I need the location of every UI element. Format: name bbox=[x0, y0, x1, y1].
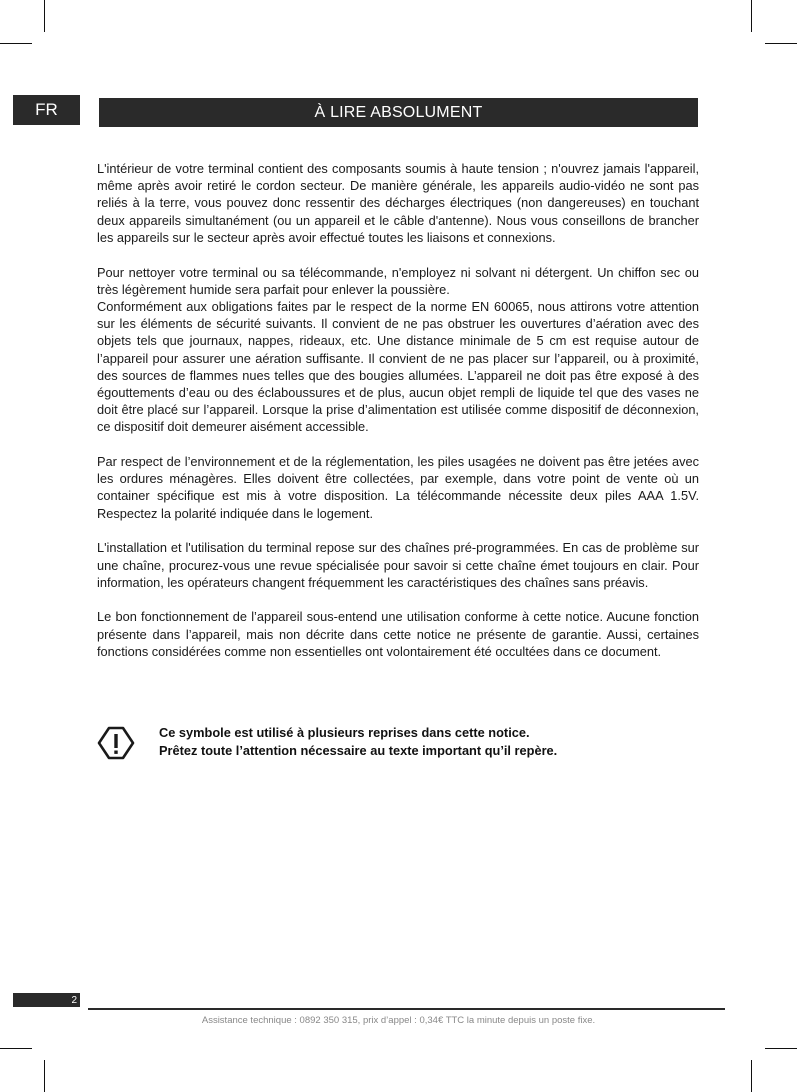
body-text bbox=[97, 160, 699, 678]
footer-assistance: Assistance technique : 0892 350 315, prix d’appel : 0,34€ TTC la minute depuis un poste fixe. bbox=[201, 1015, 596, 1026]
paragraph-batteries: Par respect de l’environnement et de la réglementation, les piles usagées ne doivent pas être jetées avec les ordures ménagères. Elles doivent être collectées, par exemple, dans votre point de vente où un container spécifique est mis à votre disposition. La télécommande nécessite deux piles AAA 1.5V. Respectez la polarité indiquée dans le logement. bbox=[97, 454, 699, 521]
page-number: 2 bbox=[13, 993, 80, 1007]
paragraph-en60065: Conformément aux obligations faites par le respect de la norme EN 60065, nous attirons votre attention sur les éléments de sécurité suivants. Il convient de ne pas obstruer les ouvertures d’aération avec des objets tels que journaux, nappes, rideaux, etc. Une distance minimale de 5 cm est requise autour de l’appareil pour assurer une aération suffisante. Il convient de ne pas placer sur l’appareil, ou à proximité, des sources de flammes nues telles que des bougies allumées. L’appareil ne doit pas être exposé à des égouttements d’eau ou des éclaboussures et de plus, aucun objet rempli de liquide tel que des vases ne doit être placé sur l’appareil. Lorsque la prise d’alimentation est utilisée comme dispositif de déconnexion, ce dispositif doit demeurer aisément accessible. bbox=[97, 298, 699, 435]
crop-mark bbox=[765, 43, 797, 44]
paragraph-cleaning: Pour nettoyer votre terminal ou sa télécommande, n'employez ni solvant ni détergent. Un chiffon sec ou très légèrement humide sera parfait pour enlever la poussière. bbox=[97, 264, 699, 297]
warning-notice-text bbox=[159, 724, 557, 759]
footer-divider bbox=[88, 1008, 725, 1010]
paragraph-warranty: Le bon fonctionnement de l’appareil sous-entend une utilisation conforme à cette notice. Aucune fonction présente dans l’appareil, mais non décrite dans cette notice ne présente de garantie. Aussi, certaines fonctions considérées comme non essentielles ont volontairement été occultées dans ce document. bbox=[97, 609, 699, 659]
crop-mark bbox=[751, 0, 752, 32]
crop-mark bbox=[0, 1048, 32, 1049]
crop-mark bbox=[44, 1060, 45, 1092]
warning-notice bbox=[97, 724, 699, 764]
paragraph-safety-voltage: L'intérieur de votre terminal contient des composants soumis à haute tension ; n'ouvrez jamais l'appareil, même après avoir retiré le cordon secteur. De manière générale, les appareils audio-vidéo ne sont pas reliés à la terre, vous pouvez donc ressentir des décharges électriques (non dangereuses) en touchant deux appareils simultanément (ou un appareil et le câble d'antenne). Nous vous conseillons de brancher les appareils sur le secteur après avoir effectué toutes les liaisons et connexions. bbox=[97, 161, 699, 245]
warning-triangle-icon bbox=[97, 726, 135, 760]
crop-mark bbox=[751, 1060, 752, 1092]
page-title: À LIRE ABSOLUMENT bbox=[99, 98, 698, 127]
crop-mark bbox=[0, 43, 32, 44]
paragraph-channels: L'installation et l'utilisation du terminal repose sur des chaînes pré-programmées. En cas de problème sur une chaîne, procurez-vous une revue spécialisée pour savoir si cette chaîne émet toujours en clair. Pour information, les opérateurs changent fréquemment les caractéristiques des chaînes sans préavis. bbox=[97, 540, 699, 590]
warning-notice-line: Ce symbole est utilisé à plusieurs reprises dans cette notice. bbox=[159, 725, 530, 740]
warning-notice-line: Prêtez toute l’attention nécessaire au texte important qu’il repère. bbox=[159, 742, 558, 758]
crop-mark bbox=[765, 1048, 797, 1049]
language-tab: FR bbox=[13, 95, 80, 125]
crop-mark bbox=[44, 0, 45, 32]
